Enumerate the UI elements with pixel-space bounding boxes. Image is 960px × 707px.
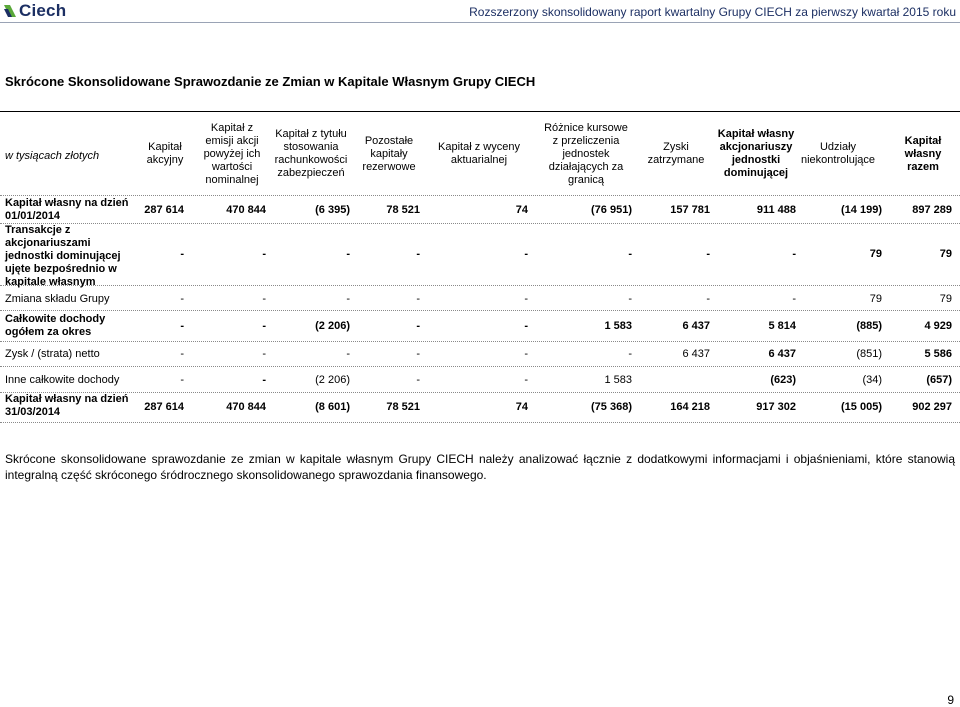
- table-cell: -: [346, 293, 350, 305]
- table-cell: (623): [770, 374, 796, 386]
- table-cell: 1 583: [604, 374, 632, 386]
- table-cell: 287 614: [144, 401, 184, 413]
- column-header-hedge-reserve: Kapitał z tytułu stosowania rachunkowości zabezpieczeń: [274, 128, 348, 179]
- column-header-retained-earnings: Zyski zatrzymane: [647, 141, 705, 166]
- table-cell: 897 289: [912, 204, 952, 216]
- table-cell: -: [346, 248, 350, 260]
- table-cell: 78 521: [386, 401, 420, 413]
- table-cell: 287 614: [144, 204, 184, 216]
- report-title: Rozszerzony skonsolidowany raport kwartalny Grupy CIECH za pierwszy kwartał 2015 roku: [469, 5, 956, 19]
- table-cell: 79: [869, 293, 882, 305]
- table-cell: (76 951): [591, 204, 632, 216]
- table-cell: 902 297: [912, 401, 952, 413]
- header-divider: [0, 22, 960, 23]
- table-cell: 79: [869, 248, 882, 260]
- row-label: Zysk / (strata) netto: [5, 348, 100, 360]
- table-cell: -: [262, 348, 266, 360]
- table-cell: -: [524, 293, 528, 305]
- table-cell: -: [416, 374, 420, 386]
- ciech-logo-icon: [3, 3, 17, 19]
- table-cell: 6 437: [682, 348, 710, 360]
- row-label: Transakcje z akcjonariuszami jednostki dominującej ujęte bezpośrednio w kapitale własnym: [5, 224, 121, 288]
- table-cell: 79: [939, 293, 952, 305]
- table-cell: (8 601): [315, 401, 350, 413]
- table-cell: (2 206): [315, 374, 350, 386]
- column-header-total-equity: Kapitał własny razem: [904, 134, 942, 173]
- row-separator: [0, 285, 960, 286]
- table-cell: (885): [856, 320, 882, 332]
- table-cell: 5 814: [768, 320, 796, 332]
- table-cell: -: [792, 248, 796, 260]
- table-cell: -: [792, 293, 796, 305]
- page-header: [0, 0, 960, 22]
- table-cell: -: [180, 320, 184, 332]
- table-cell: -: [416, 320, 420, 332]
- column-header-share-capital: Kapitał akcyjny: [146, 141, 184, 166]
- row-separator: [0, 341, 960, 342]
- table-bottom-divider: [0, 422, 960, 423]
- header-separator: [0, 195, 960, 196]
- row-label: Kapitał własny na dzień 31/03/2014: [5, 393, 129, 418]
- table-cell: -: [416, 348, 420, 360]
- table-cell: -: [346, 348, 350, 360]
- table-cell: 74: [515, 204, 528, 216]
- table-cell: -: [262, 293, 266, 305]
- table-cell: (75 368): [591, 401, 632, 413]
- table-cell: 5 586: [924, 348, 952, 360]
- table-cell: -: [524, 248, 528, 260]
- table-cell: 470 844: [226, 204, 266, 216]
- table-cell: (6 395): [315, 204, 350, 216]
- logo-text: Ciech: [19, 1, 67, 20]
- row-separator: [0, 366, 960, 367]
- table-cell: (2 206): [315, 320, 350, 332]
- row-label: Zmiana składu Grupy: [5, 293, 110, 305]
- table-cell: 1 583: [604, 320, 632, 332]
- table-cell: 164 218: [670, 401, 710, 413]
- table-cell: (851): [856, 348, 882, 360]
- table-cell: -: [180, 248, 184, 260]
- column-header-fx-differences: Różnice kursowe z przeliczenia jednostek działających za granicą: [544, 121, 628, 186]
- table-cell: 78 521: [386, 204, 420, 216]
- column-header-non-controlling: Udziały niekontrolujące: [801, 141, 875, 166]
- table-cell: -: [524, 374, 528, 386]
- column-header-actuarial-reserve: Kapitał z wyceny aktuarialnej: [438, 141, 520, 166]
- table-cell: 911 488: [756, 204, 796, 216]
- column-header-share-premium: Kapitał z emisji akcji powyżej ich wartości nominalnej: [203, 121, 261, 186]
- table-cell: -: [706, 293, 710, 305]
- table-cell: 74: [515, 401, 528, 413]
- table-cell: -: [416, 293, 420, 305]
- table-cell: (657): [926, 374, 952, 386]
- table-cell: 6 437: [682, 320, 710, 332]
- table-cell: -: [180, 348, 184, 360]
- table-cell: -: [180, 374, 184, 386]
- table-cell: -: [628, 248, 632, 260]
- table-cell: -: [262, 320, 266, 332]
- table-cell: 4 929: [924, 320, 952, 332]
- table-cell: 917 302: [756, 401, 796, 413]
- table-cell: -: [416, 248, 420, 260]
- row-label: Całkowite dochody ogółem za okres: [5, 313, 106, 338]
- table-cell: (34): [862, 374, 882, 386]
- table-cell: (15 005): [841, 401, 882, 413]
- table-cell: -: [180, 293, 184, 305]
- page-number: 9: [947, 693, 954, 707]
- column-header-other-reserves: Pozostałe kapitały rezerwowe: [362, 134, 416, 173]
- row-label: Inne całkowite dochody: [5, 374, 120, 386]
- column-header-parent-equity: Kapitał własny akcjonariuszy jednostki dominującej: [717, 128, 795, 179]
- row-separator: [0, 310, 960, 311]
- table-cell: -: [262, 374, 266, 386]
- table-cell: (14 199): [841, 204, 882, 216]
- table-cell: -: [628, 348, 632, 360]
- table-cell: -: [706, 248, 710, 260]
- row-label: Kapitał własny na dzień 01/01/2014: [5, 197, 129, 222]
- page-title: Skrócone Skonsolidowane Sprawozdanie ze Zmian w Kapitale Własnym Grupy CIECH: [5, 74, 536, 89]
- footnote: Skrócone skonsolidowane sprawozdanie ze zmian w kapitale własnym Grupy CIECH należy analizować łącznie z dodatkowymi informacjami i objaśnieniami, które stanowią integralną część skróconego śródrocznego skonsolidowanego sprawozdania finansowego.: [5, 452, 955, 482]
- table-cell: -: [524, 348, 528, 360]
- ciech-logo: [3, 2, 66, 20]
- unit-label: w tysiącach złotych: [5, 150, 100, 162]
- row-separator: [0, 392, 960, 393]
- table-cell: -: [262, 248, 266, 260]
- table-cell: 6 437: [768, 348, 796, 360]
- table-cell: -: [628, 293, 632, 305]
- row-separator: [0, 223, 960, 224]
- table-cell: 79: [939, 248, 952, 260]
- table-cell: 470 844: [226, 401, 266, 413]
- table-cell: -: [524, 320, 528, 332]
- table-top-divider: [0, 111, 960, 112]
- table-cell: 157 781: [670, 204, 710, 216]
